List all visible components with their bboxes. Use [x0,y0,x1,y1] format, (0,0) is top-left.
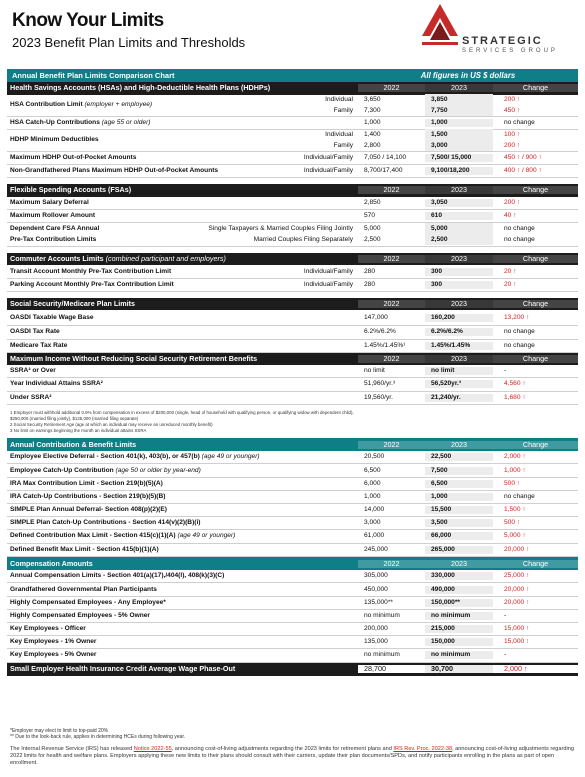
footnote: 3 No limit on earnings beginning the month an individual attains SSRA [10,427,147,433]
value-2022: 135,000** [364,598,393,606]
table-row [7,544,578,557]
value-2022: 14,000 [364,506,385,514]
table-row [7,451,578,464]
row-label: Key Employees - 5% Owner [10,651,97,659]
footnote: 1 Employer must withhold additional 0.9% from compensation in excess of $200,000 (single, head of household with qualifying person, or qualifying widow with dependent child), $250,000 (married filing jointly), $125,000 (married filing separate) [10,409,354,421]
page-subtitle: 2023 Benefit Plan Limits and Thresholds [12,35,246,50]
value-2022: 6,000 [364,479,381,487]
row-label: Highly Compensated Employees - Any Employee* [10,598,166,606]
footnote: 2 Social Security Retirement Age (age at which an individual may receive an unreduced monthly benefit) [10,421,213,427]
value-2023: 6,500 [425,480,493,488]
value-2023: 265,000 [425,546,493,554]
value-change: 20,000 ↑ [504,545,530,553]
col-2023: 2023 [425,84,493,92]
table-row [7,610,578,623]
table-row [7,464,578,477]
value-change: 20,000 ↑ [504,585,530,593]
page-header [12,10,412,51]
section-header-ss: Social Security/Medicare Plan Limits 2022 2023 Change [7,298,578,311]
row-label: Highly Compensated Employees - 5% Owner [10,611,150,619]
value-change: - [504,611,507,619]
value-2022: 20,500 [364,453,385,461]
table-row: Non-Grandfathered Plans Maximum HDHP Out-of-Pocket Amounts Individual/Family 8,700/17,400 9,100/18,200 400 ↑ / 800 ↑ [7,165,578,178]
row-label: SIMPLE Plan Catch-Up Contributions - Section 414(v)(2)(B)(i) [10,519,201,527]
value-change: 500 ↑ [504,519,521,527]
table-row [7,530,578,543]
table-row: Dependent Care FSA Annual Pre-Tax Contribution Limits Single Taxpayers & Married Couples Filing Jointly Married Couples Filing Separately 5,000 2,500 5,000 2,500 no change no change [7,223,578,247]
limits-table [7,69,578,676]
table-row: OASDI Taxable Wage Base 147,000 160,200 13,200 ↑ [7,310,578,326]
value-2022: 3,000 [364,519,381,527]
row-label: HSA Contribution Limit (employer + employee) [10,101,153,108]
logo-name: STRATEGIC [462,35,543,47]
value-change: 15,000 ↑ [504,625,530,633]
table-row: Transit Account Monthly Pre-Tax Contribution Limit Individual/Family 280 300 20 ↑ [7,265,578,278]
row-label: IRA Max Contribution Limit - Section 219(b)(5)(A) [10,479,163,487]
value-2023: no minimum [425,612,493,620]
value-2023: 150,000 [425,638,493,646]
logo-mark-icon [420,2,460,52]
table-row: Maximum Rollover Amount 570 610 40 ↑ [7,210,578,223]
value-2022: 245,000 [364,545,388,553]
page-title: Know Your Limits [12,10,164,31]
row-label: Defined Benefit Max Limit - Section 415(b)(1)(A) [10,545,159,553]
table-row [7,504,578,517]
value-2022: 135,000 [364,638,388,646]
chart-header [7,69,578,82]
table-row [7,597,578,610]
row-label: Defined Contribution Max Limit - Section 415(c)(1)(A) (age 49 or younger) [10,532,236,540]
value-change: 20,000 ↑ [504,598,530,606]
row-label: IRA Catch-Up Contributions - Section 219(b)(5)(B) [10,492,166,500]
section-header-ss-max: Maximum Income Without Reducing Social Security Retirement Benefits 2022 2023 Change [7,353,578,366]
footnote: ** Due to the look-back rule, applies in determining HCEs during following year. [10,734,186,741]
value-2023: 15,500 [425,506,493,514]
row-label: Employee Catch-Up Contribution (age 50 or older by year-end) [10,466,201,474]
contrib-rows [7,451,578,557]
value-2023: 22,500 [425,453,493,461]
value-2023: 1,000 [425,493,493,501]
table-row-small-employer: Small Employer Health Insurance Credit Average Wage Phase-Out 28,700 30,700 2,000 ↑ [7,663,578,676]
value-change: 2,000 ↑ [504,453,526,461]
value-change: 1,000 ↑ [504,466,526,474]
company-logo [420,2,570,64]
section-header-commuter: Commuter Accounts Limits (combined participant and employers) 2022 2023 Change [7,253,578,266]
footnote: *Employer may elect to limit to top-paid 20% [10,728,109,734]
value-2022: no minimum [364,611,400,619]
value-change: - [504,651,507,659]
col-change: Change [493,84,578,92]
table-row [7,570,578,583]
row-label: Annual Compensation Limits - Section 401(a)(17),/404(l), 408(k)(3)(C) [10,572,225,580]
value-2022: 61,000 [364,532,385,540]
value-2023: 330,000 [425,572,493,580]
table-row [7,649,578,662]
table-row: Maximum HDHP Out-of-Pocket Amounts Individual/Family 7,050 / 14,100 7,500/ 15,000 450 ↑ / 900 ↑ [7,152,578,165]
table-row [7,636,578,649]
row-label: Key Employees - 1% Owner [10,638,97,646]
table-row: Under SSRA² 19,560/yr. 21,240/yr. 1,680 ↑ [7,392,578,405]
table-row: OASDI Tax Rate 6.2%/6.2% 6.2%/6.2% no change [7,326,578,339]
value-change: 25,000 ↑ [504,572,530,580]
table-row: SSRA² or Over no limit no limit - [7,365,578,378]
section-header-fsa: Flexible Spending Accounts (FSAs) 2022 2023 Change [7,184,578,197]
value-2023: 66,000 [425,532,493,540]
table-row [7,623,578,636]
value-2023: 490,000 [425,586,493,594]
row-label: Key Employees - Officer [10,625,86,633]
section-header-hsa [7,82,578,95]
value-2023: 215,000 [425,625,493,633]
value-2023: 150,000** [425,599,493,607]
footer-paragraph: The Internal Revenue Service (IRS) has released Notice 2022-55, announcing cost-of-living adjustments regarding the 2023 limits for retirement plans and IRS Rev. Proc. 2022-38, announcing cost-of-living adjustments regarding 2022 limits for health and welfare plans. Employers applying these new limits to their plans should consult with their carriers, update their plan documents/SPDs, and notify participants enrolling in the plans as part of open enrollment. [10,745,574,767]
section-title: Health Savings Accounts (HSAs) and High-Deductible Health Plans (HDHPs) [10,84,271,93]
table-row: Parking Account Monthly Pre-Tax Contribution Limit Individual/Family 280 300 20 ↑ [7,279,578,292]
table-row: Year Individual Attains SSRA² 51,960/yr.³ 56,520yr.³ 4,560 ↑ [7,378,578,391]
value-2023: no minimum [425,651,493,659]
value-change: no change [504,492,535,500]
value-change: 15,000 ↑ [504,638,530,646]
row-label: SIMPLE Plan Annual Deferral- Section 408(p)(2)(E) [10,506,167,514]
table-row: HDHP Minimum Deductibles Individual Family 1,400 2,800 1,500 3,000 100 ↑ 200 ↑ [7,130,578,152]
value-2022: 200,000 [364,625,388,633]
table-row [7,491,578,504]
table-row: HSA Catch-Up Contributions (age 55 or older) 1,000 1,000 no change [7,117,578,130]
table-row [7,517,578,530]
value-2022: 305,000 [364,572,388,580]
logo-subtext: SERVICES GROUP [462,48,558,54]
figures-note: All figures in US $ dollars [420,70,516,80]
col-2022: 2022 [358,84,425,92]
table-row: Medicare Tax Rate 1.45%/1.45%¹ 1.45%/1.45% no change [7,340,578,353]
value-2022: 450,000 [364,585,388,593]
footer [10,728,576,767]
section-header-contrib: Annual Contribution & Benefit Limits 2022 2023 Change [7,438,578,452]
value-2023: 3,500 [425,519,493,527]
table-row: HSA Contribution Limit (employer + employee) Individual Family 3,650 7,300 3,850 7,750 200 ↑ 450 ↑ [7,95,578,117]
table-row [7,478,578,491]
value-change: 500 ↑ [504,479,521,487]
value-2022: 6,500 [364,466,381,474]
value-change: 5,000 ↑ [504,532,526,540]
value-2022: no minimum [364,651,400,659]
section-header-comp: Compensation Amounts 2022 2023 Change [7,557,578,571]
value-change: 1,500 ↑ [504,506,526,514]
row-label: Grandfathered Governmental Plan Participants [10,585,157,593]
value-2022: 1,000 [364,492,381,500]
value-2023: 7,500 [425,467,493,475]
table-row: Maximum Salary Deferral 2,850 3,050 200 ↑ [7,197,578,210]
row-label: Employee Elective Deferral - Section 401(k), 403(b), or 457(b) (age 49 or younger) [10,453,260,461]
notice-link[interactable]: Notice 2022-55 [133,745,172,752]
comp-rows [7,570,578,662]
chart-title: Annual Benefit Plan Limits Comparison Chart [12,71,175,80]
table-row [7,583,578,596]
rev-proc-link[interactable]: IRS Rev. Proc. 2022-38 [393,745,453,752]
